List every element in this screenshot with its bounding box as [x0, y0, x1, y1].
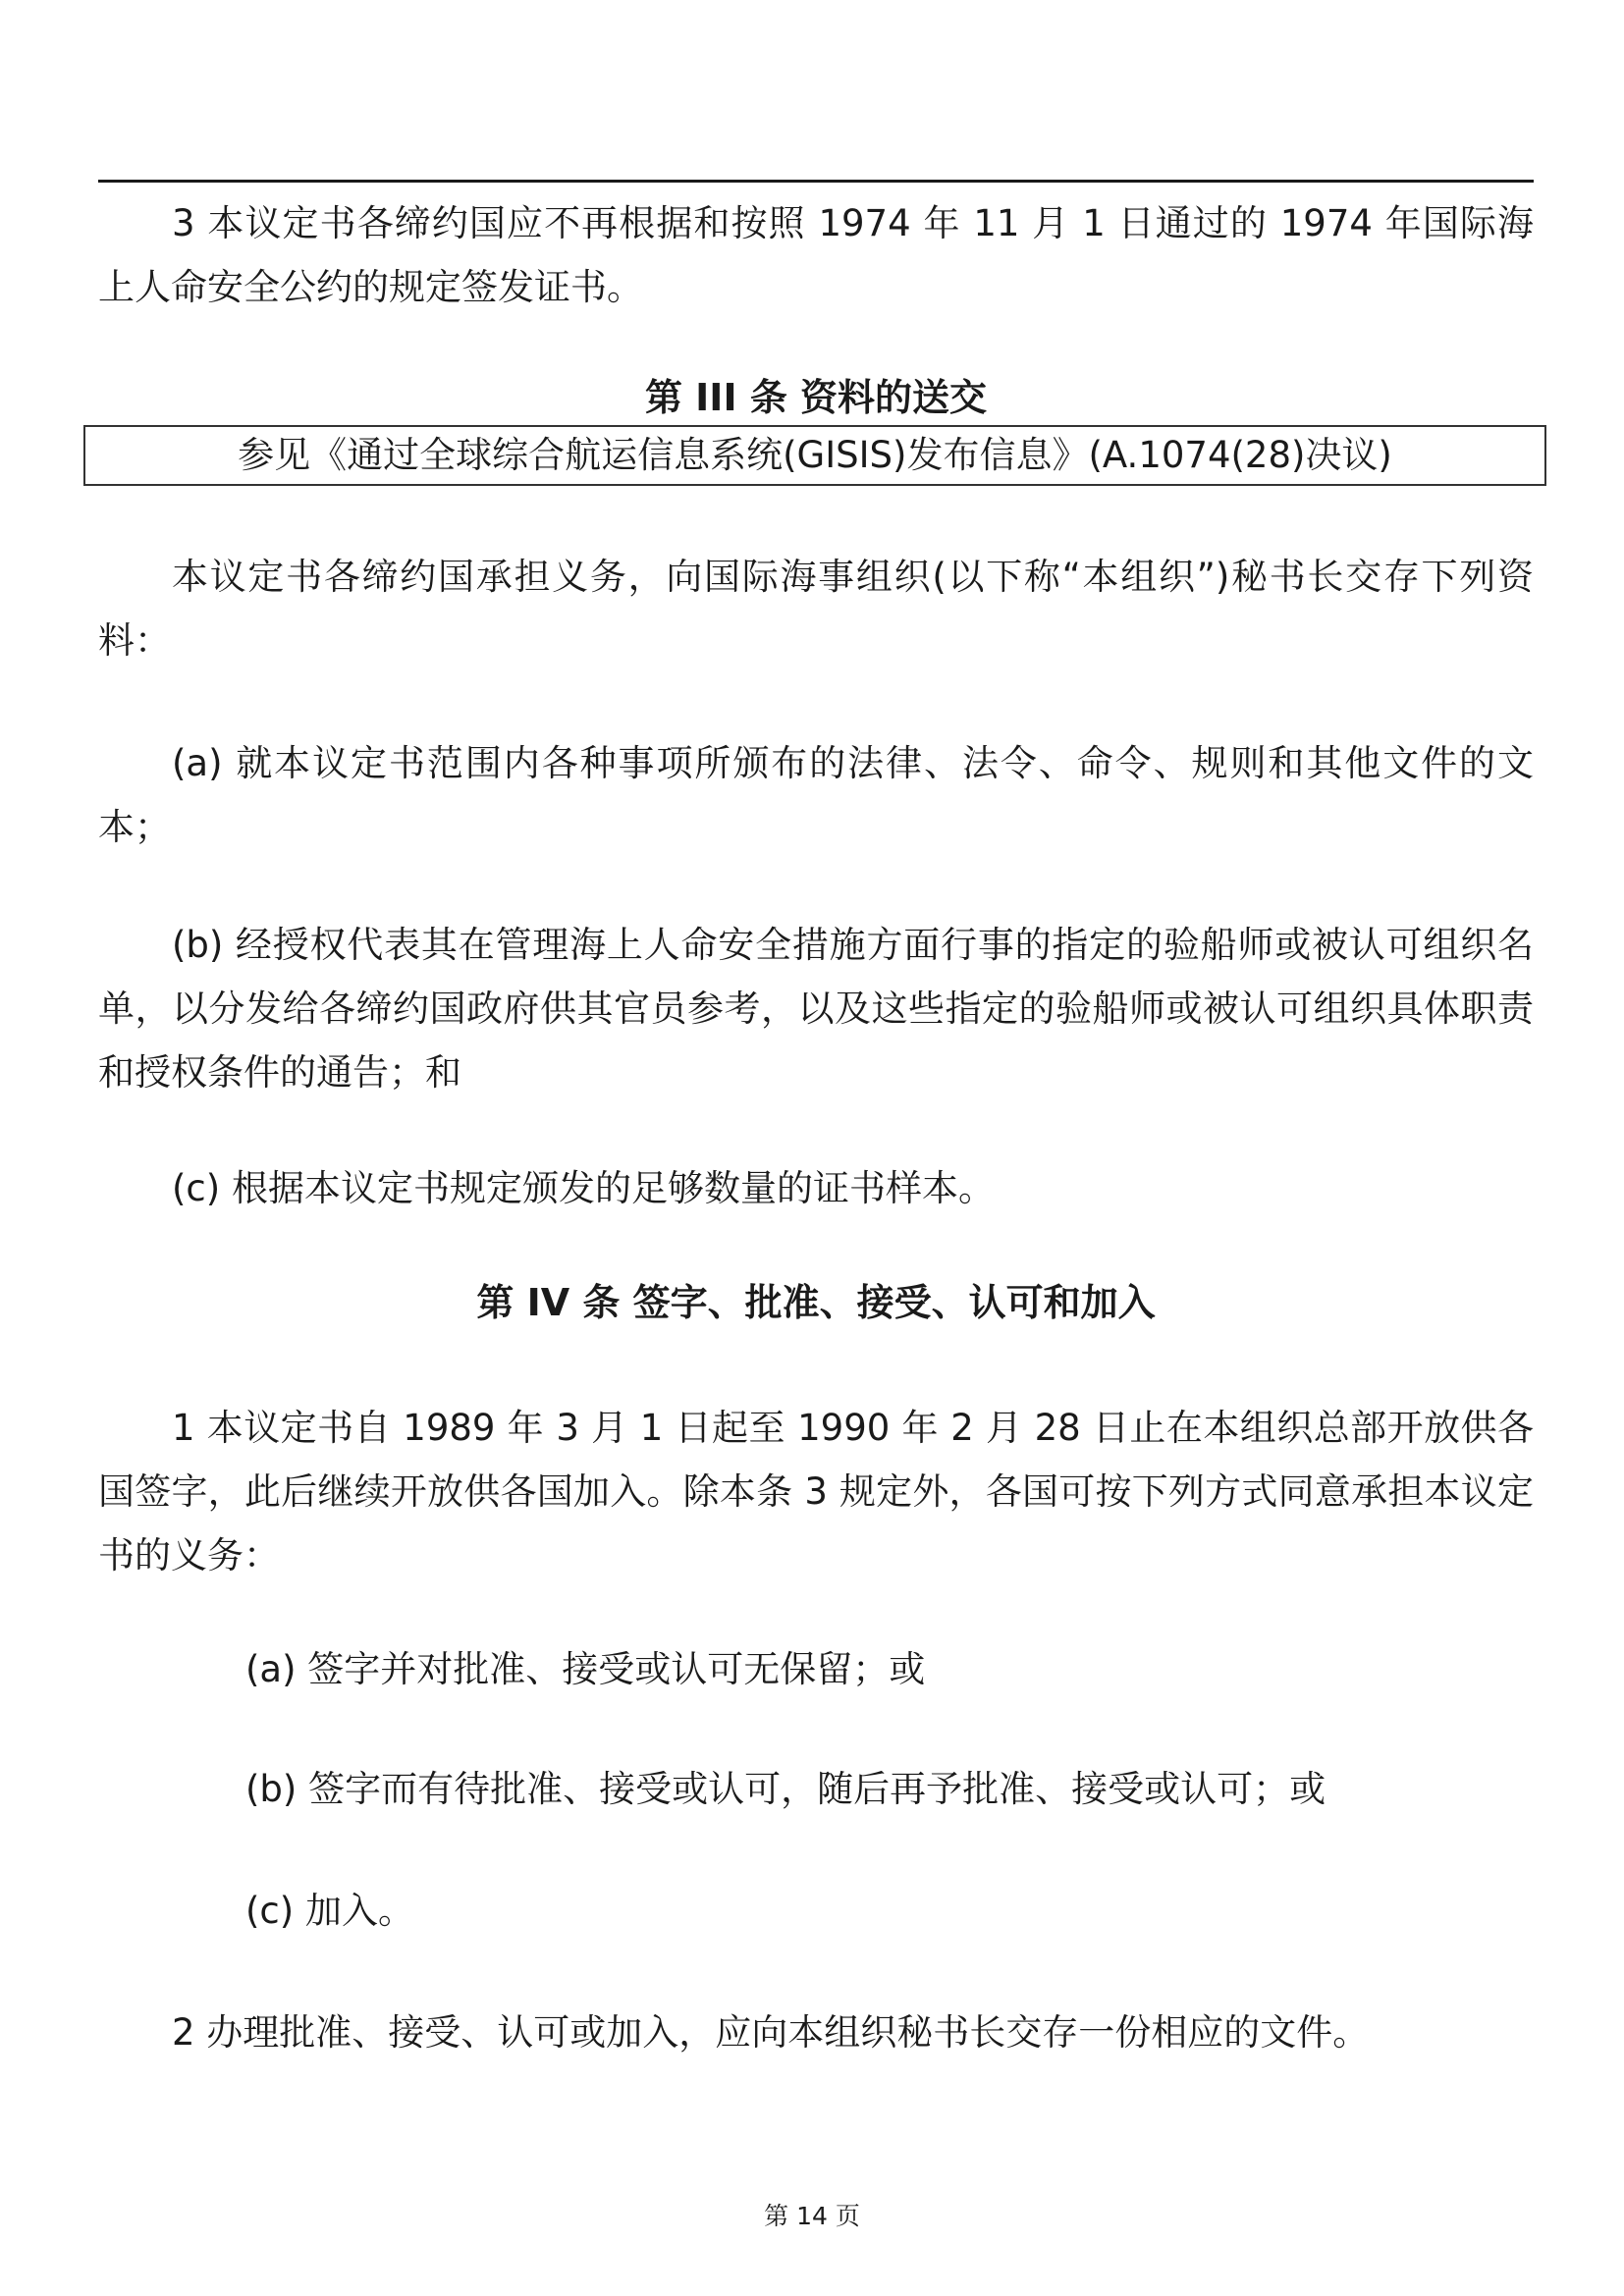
article-4-heading: 第 IV 条 签字、批准、接受、认可和加入	[476, 1281, 1156, 1324]
article-3-heading: 第 III 条 资料的送交	[644, 376, 988, 419]
article-4-para-2: 2 办理批准、接受、认可或加入，应向本组织秘书长交存一份相应的文件。	[172, 2011, 1370, 2054]
article-3-item-b: (b) 经授权代表其在管理海上人命安全措施方面行事的指定的验船师或被认可组织名单，以分发给各缔约国政府供其官员参考，以及这些指定的验船师或被认可组织具体职责和授权条件的通告；和	[98, 924, 1534, 1094]
article-4-item-c: (c) 加入。	[245, 1890, 414, 1932]
article-3-item-a: (a) 就本议定书范围内各种事项所颁布的法律、法令、命令、规则和其他文件的文本；	[98, 742, 1534, 848]
reference-note-box: 参见《通过全球综合航运信息系统(GISIS)发布信息》(A.1074(28)决议)	[83, 425, 1546, 486]
article-3-intro: 本议定书各缔约国承担义务，向国际海事组织(以下称“本组织”)秘书长交存下列资料：	[98, 556, 1534, 662]
article-4-item-b: (b) 签字而有待批准、接受或认可，随后再予批准、接受或认可；或	[245, 1768, 1326, 1810]
header-rule	[98, 180, 1534, 183]
article-3-item-c: (c) 根据本议定书规定颁发的足够数量的证书样本。	[172, 1167, 995, 1209]
article-4-para-1: 1 本议定书自 1989 年 3 月 1 日起至 1990 年 2 月 28 日止在本组织总部开放供各国签字，此后继续开放供各国加入。除本条 3 规定外，各国可按下列方式同意承担本议定书的义务：	[98, 1407, 1534, 1576]
paragraph-3: 3 本议定书各缔约国应不再根据和按照 1974 年 11 月 1 日通过的 1974 年国际海上人命安全公约的规定签发证书。	[98, 202, 1534, 308]
article-4-item-a: (a) 签字并对批准、接受或认可无保留；或	[245, 1648, 926, 1690]
page-number: 第 14 页	[764, 2202, 860, 2230]
